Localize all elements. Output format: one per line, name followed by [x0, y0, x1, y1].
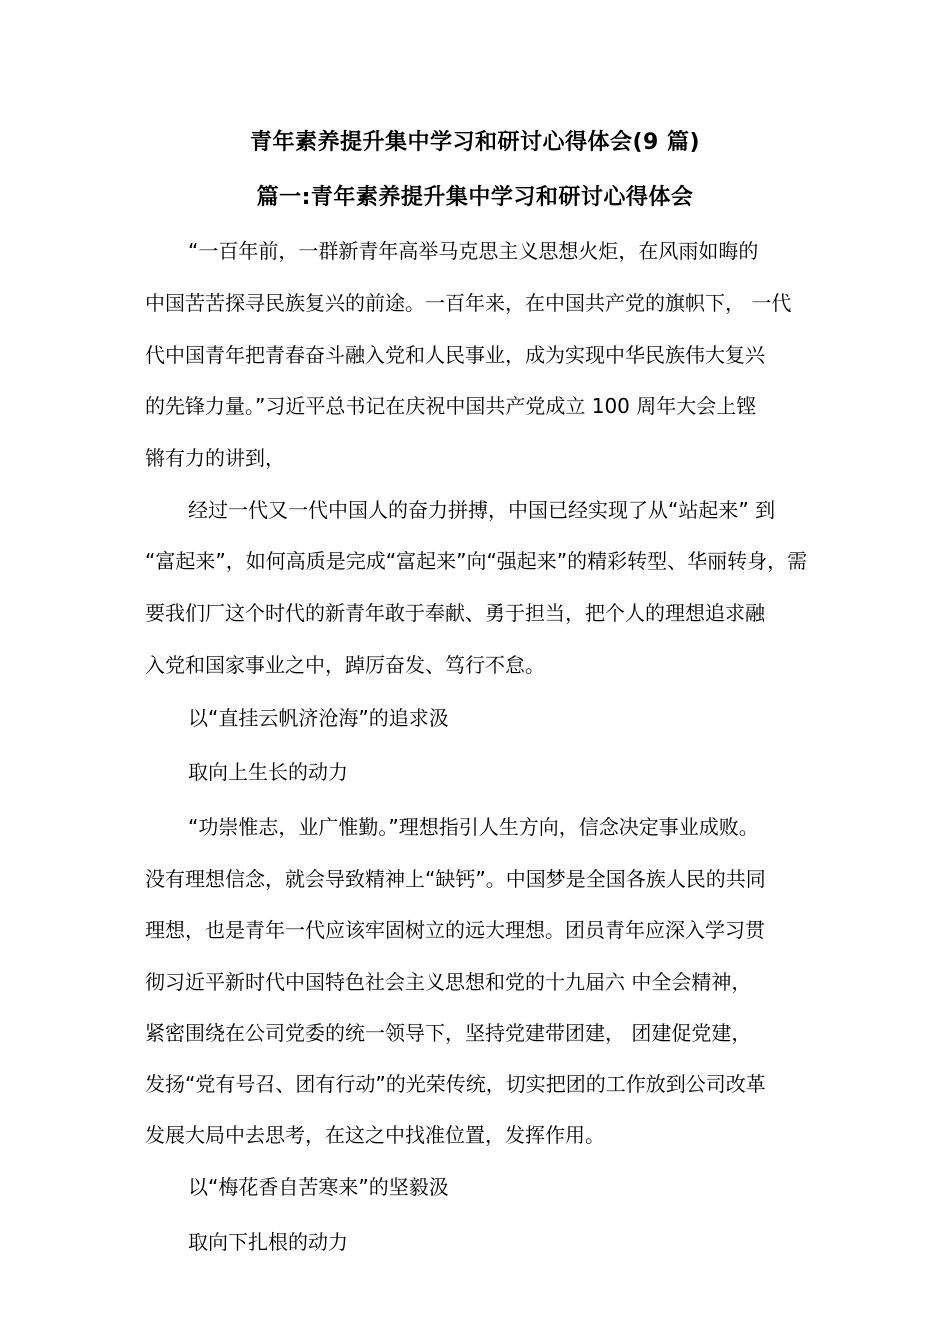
- paragraph-line: “富起来”，如何高质是完成“富起来”向“强起来”的精彩转型、华丽转身，需: [145, 549, 808, 573]
- paragraph-line: 入党和国家事业之中，踔厉奋发、笃行不怠。: [145, 653, 545, 677]
- paragraph-line: 经过一代又一代中国人的奋力拼搏，中国已经实现了从“站起来” 到: [188, 498, 776, 522]
- section-heading: 取向上生长的动力: [188, 760, 348, 784]
- paragraph-line: “一百年前，一群新青年高举马克思主义思想火炬，在风雨如晦的: [188, 239, 759, 263]
- section-heading: 以“梅花香自苦寒来”的坚毅汲: [188, 1175, 449, 1199]
- paragraph-line: 要我们厂这个时代的新青年敢于奉献、勇于担当，把个人的理想追求融: [145, 601, 765, 625]
- document-subtitle: 篇一:青年素养提升集中学习和研讨心得体会: [256, 185, 694, 210]
- paragraph-line: 锵有力的讲到，: [145, 446, 285, 470]
- paragraph-line: 没有理想信念，就会导致精神上“缺钙”。中国梦是全国各族人民的共同: [145, 867, 766, 891]
- paragraph-line: 彻习近平新时代中国特色社会主义思想和党的十九届六 中全会精神，: [145, 970, 752, 994]
- paragraph-line: 的先锋力量。”习近平总书记在庆祝中国共产党成立 100 周年大会上铿: [145, 394, 757, 418]
- paragraph-line: 发扬“党有号召、团有行动”的光荣传统，切实把团的工作放到公司改革: [145, 1072, 766, 1096]
- paragraph-line: “功崇惟志，业广惟勤。”理想指引人生方向，信念决定事业成败。: [188, 815, 759, 839]
- section-heading: 取向下扎根的动力: [188, 1230, 348, 1254]
- paragraph-line: 理想，也是青年一代应该牢固树立的远大理想。团员青年应深入学习贯: [145, 918, 765, 942]
- paragraph-line: 中国苦苦探寻民族复兴的前途。一百年来，在中国共产党的旗帜下， 一代: [145, 291, 792, 315]
- paragraph-line: 代中国青年把青春奋斗融入党和人民事业，成为实现中华民族伟大复兴: [145, 343, 765, 367]
- paragraph-line: 紧密围绕在公司党委的统一领导下，坚持党建带团建， 团建促党建，: [145, 1021, 752, 1045]
- document-title: 青年素养提升集中学习和研讨心得体会(9 篇): [249, 130, 701, 155]
- paragraph-line: 发展大局中去思考，在这之中找准位置，发挥作用。: [145, 1123, 605, 1147]
- section-heading: 以“直挂云帆济沧海”的追求汲: [188, 706, 449, 730]
